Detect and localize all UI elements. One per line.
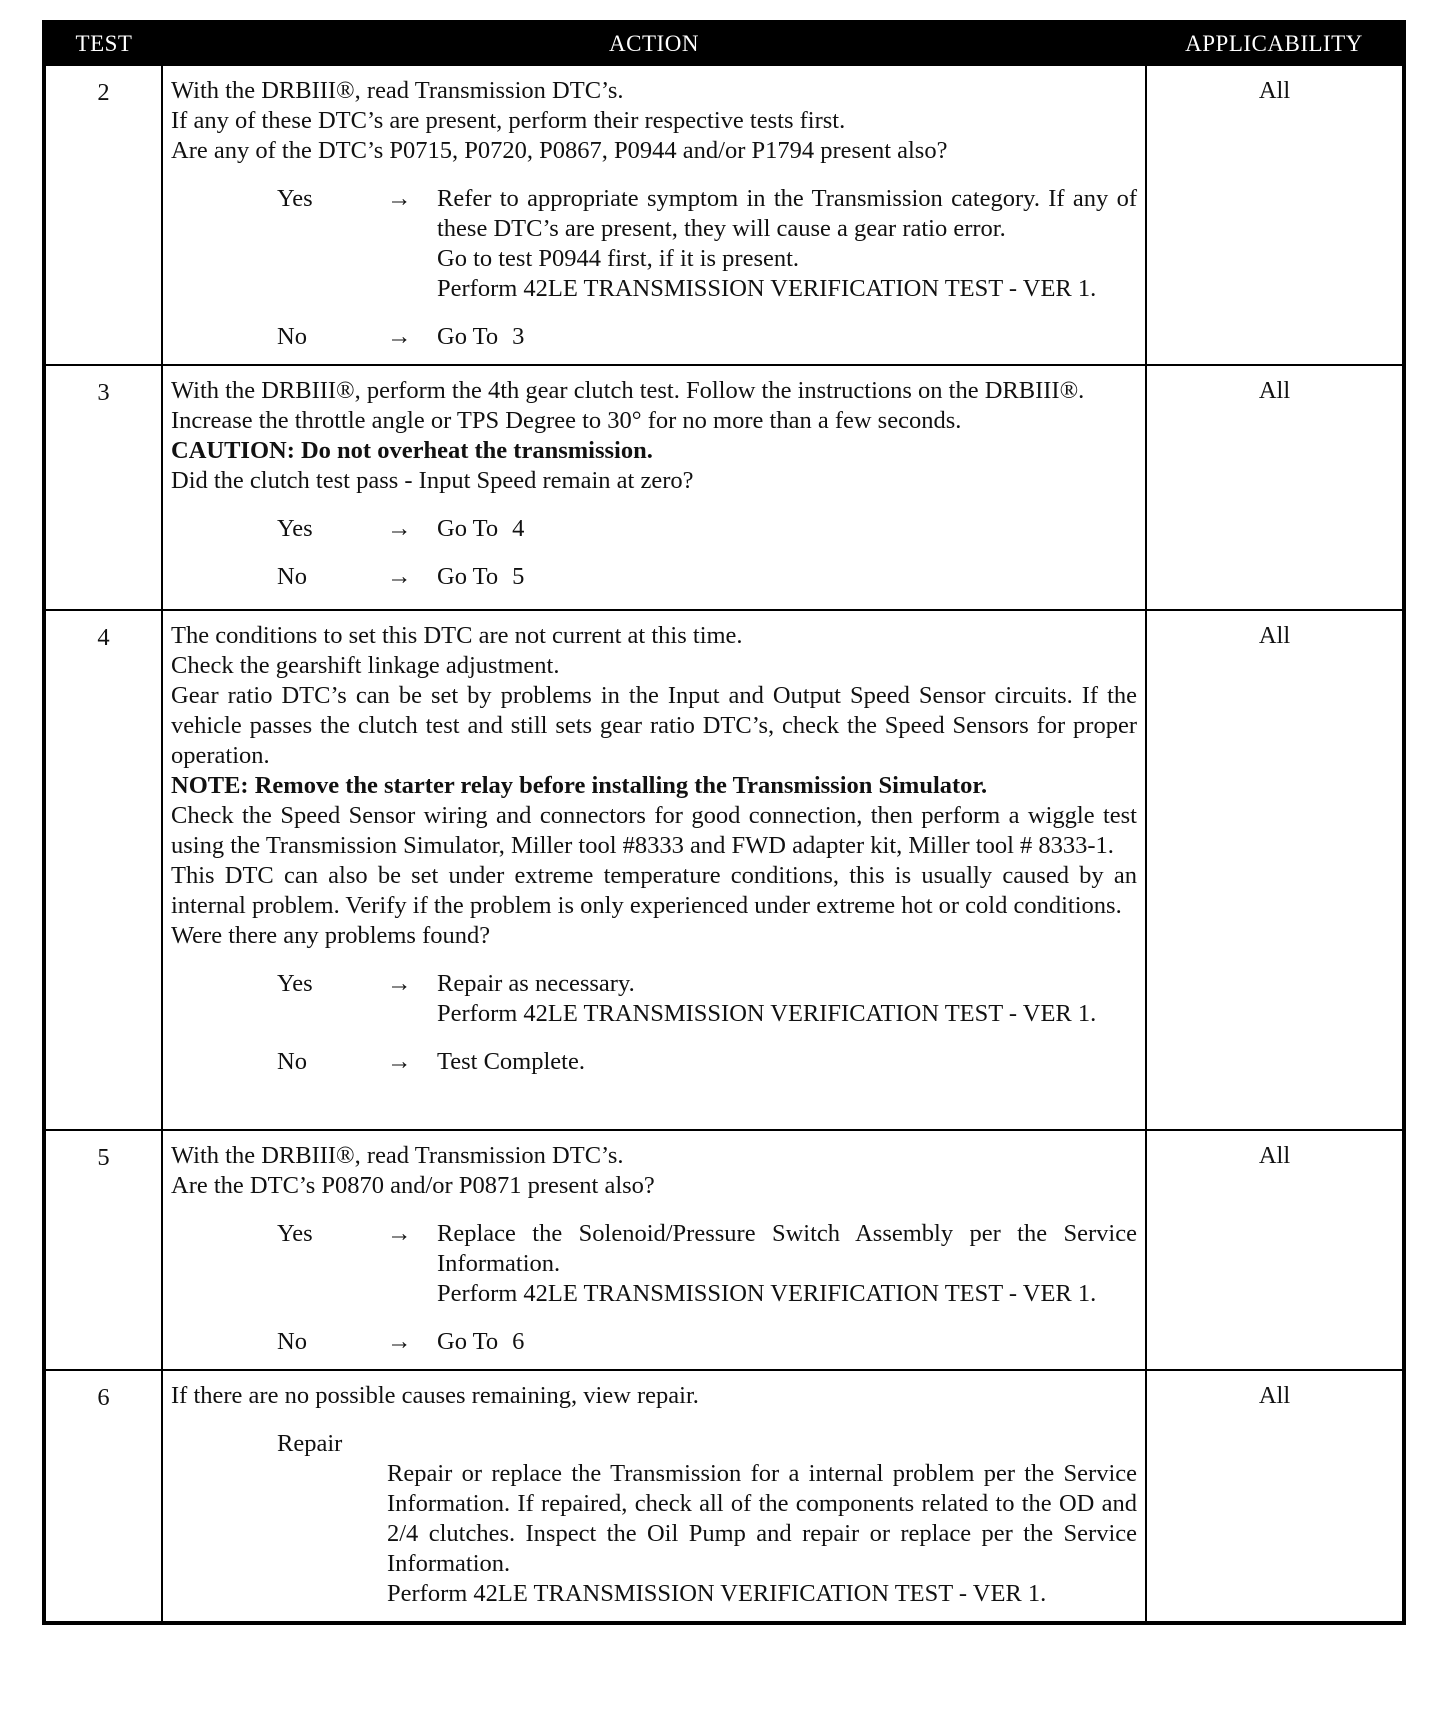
action-cell — [162, 65, 1146, 365]
applicability-cell: All — [1146, 65, 1404, 365]
goto-text: Go To — [437, 323, 499, 350]
action-cell — [162, 610, 1146, 1130]
arrow-icon: → — [387, 1048, 412, 1075]
table-row — [44, 1370, 1404, 1623]
no-branch — [171, 562, 1137, 592]
action-line: Check the gearshift linkage adjustment. — [171, 652, 560, 679]
applicability-cell: All — [1146, 1130, 1404, 1370]
action-line: Are any of the DTC’s P0715, P0720, P0867, P0944 and/or P1794 present also? — [171, 137, 948, 164]
repair-line: Perform 42LE TRANSMISSION VERIFICATION TEST - VER 1. — [387, 1580, 1047, 1607]
applicability-cell: All — [1146, 610, 1404, 1130]
goto-text: Go To — [437, 1328, 499, 1355]
yes-line: Repair as necessary. — [437, 970, 635, 997]
table-row — [44, 610, 1404, 1130]
applicability-cell: All — [1146, 1370, 1404, 1623]
diagnostic-page — [42, 20, 1402, 1625]
action-line: Are the DTC’s P0870 and/or P0871 present also? — [171, 1172, 655, 1199]
test-number: 3 — [44, 365, 162, 610]
action-line: With the DRBIII®, read Transmission DTC’s. — [171, 77, 624, 104]
question-text: Were there any problems found? — [171, 922, 491, 949]
action-cell — [162, 365, 1146, 610]
test-number: 2 — [44, 65, 162, 365]
table-row — [44, 365, 1404, 610]
yes-line: Perform 42LE TRANSMISSION VERIFICATION TEST - VER 1. — [437, 275, 1097, 302]
action-line: This DTC can also be set under extreme temperature conditions, this is usually caused by an internal problem. Verify if the problem is only experienced under extreme hot or cold conditions. — [171, 862, 1137, 919]
table-row — [44, 65, 1404, 365]
table-row — [44, 1130, 1404, 1370]
no-branch — [171, 1047, 1137, 1077]
yes-label: Yes — [277, 1220, 313, 1247]
yes-branch — [171, 184, 1137, 304]
table-header-row — [44, 22, 1404, 65]
header-action: ACTION — [162, 22, 1146, 65]
repair-body — [171, 1459, 1137, 1609]
action-cell — [162, 1370, 1146, 1623]
no-branch — [171, 322, 1137, 352]
arrow-icon: → — [387, 323, 412, 350]
arrow-icon: → — [387, 1220, 412, 1247]
caution-text: CAUTION: Do not overheat the transmission. — [171, 437, 653, 464]
goto-target: 6 — [512, 1328, 525, 1355]
action-line: Increase the throttle angle or TPS Degree to 30° for no more than a few seconds. — [171, 407, 962, 434]
yes-branch — [171, 514, 1137, 544]
yes-line: Go to test P0944 first, if it is present. — [437, 245, 800, 272]
yes-line: Perform 42LE TRANSMISSION VERIFICATION TEST - VER 1. — [437, 1280, 1097, 1307]
arrow-icon: → — [387, 185, 412, 212]
action-cell — [162, 1130, 1146, 1370]
action-line: With the DRBIII®, perform the 4th gear clutch test. Follow the instructions on the DRBIII®. — [171, 377, 1085, 404]
action-line: With the DRBIII®, read Transmission DTC’s. — [171, 1142, 624, 1169]
no-label: No — [277, 323, 307, 350]
action-line: Check the Speed Sensor wiring and connectors for good connection, then perform a wiggle test using the Transmission Simulator, Miller tool #8333 and FWD adapter kit, Miller tool # 8333-1. — [171, 802, 1137, 859]
yes-line: Refer to appropriate symptom in the Transmission category. If any of these DTC’s are present, they will cause a gear ratio error. — [437, 185, 1137, 242]
action-line: If there are no possible causes remaining, view repair. — [171, 1382, 699, 1409]
yes-branch — [171, 1219, 1137, 1309]
repair-label: Repair — [277, 1430, 343, 1457]
goto-target: 5 — [512, 563, 525, 590]
arrow-icon: → — [387, 970, 412, 997]
test-number: 6 — [44, 1370, 162, 1623]
yes-branch — [171, 969, 1137, 1029]
no-label: No — [277, 1048, 307, 1075]
repair-line: Repair or replace the Transmission for a internal problem per the Service Information. If repaired, check all of the components related to the OD and 2/4 clutches. Inspect the Oil Pump and repair or replace per the Service Information. — [387, 1460, 1137, 1577]
arrow-icon: → — [387, 515, 412, 542]
action-line: If any of these DTC’s are present, perform their respective tests first. — [171, 107, 846, 134]
note-text: NOTE: Remove the starter relay before installing the Transmission Simulator. — [171, 772, 988, 799]
goto-text: Go To — [437, 515, 499, 542]
action-line: Gear ratio DTC’s can be set by problems in the Input and Output Speed Sensor circuits. If the vehicle passes the clutch test and still sets gear ratio DTC’s, check the Speed Sensors for proper operation. — [171, 682, 1137, 769]
header-test: TEST — [44, 22, 162, 65]
no-label: No — [277, 563, 307, 590]
no-label: No — [277, 1328, 307, 1355]
no-text: Test Complete. — [437, 1048, 585, 1075]
test-number: 4 — [44, 610, 162, 1130]
yes-label: Yes — [277, 515, 313, 542]
arrow-icon: → — [387, 1328, 412, 1355]
goto-target: 4 — [512, 515, 525, 542]
yes-label: Yes — [277, 185, 313, 212]
applicability-cell: All — [1146, 365, 1404, 610]
header-applicability: APPLICABILITY — [1146, 22, 1404, 65]
goto-target: 3 — [512, 323, 525, 350]
arrow-icon: → — [387, 563, 412, 590]
no-branch — [171, 1327, 1137, 1357]
diagnostic-table — [42, 20, 1406, 1625]
yes-line: Replace the Solenoid/Pressure Switch Assembly per the Service Information. — [437, 1220, 1137, 1277]
yes-label: Yes — [277, 970, 313, 997]
goto-text: Go To — [437, 563, 499, 590]
action-line: The conditions to set this DTC are not current at this time. — [171, 622, 743, 649]
question-text: Did the clutch test pass - Input Speed remain at zero? — [171, 467, 694, 494]
test-number: 5 — [44, 1130, 162, 1370]
yes-line: Perform 42LE TRANSMISSION VERIFICATION TEST - VER 1. — [437, 1000, 1097, 1027]
